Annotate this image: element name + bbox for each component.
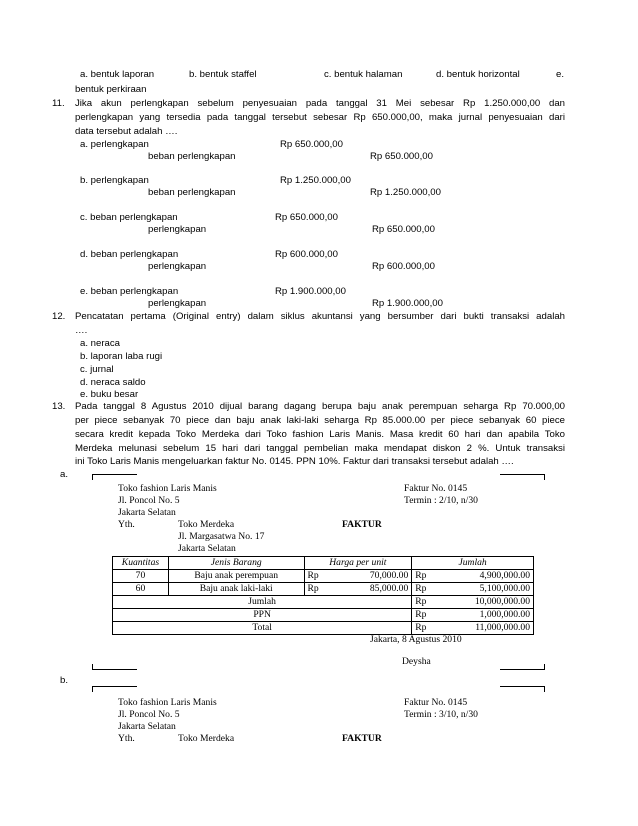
q11-option-a-credit: beban perlengkapan <box>148 151 236 162</box>
q10-option-b: b. bentuk staffel <box>189 69 257 80</box>
q10-option-c: c. bentuk halaman <box>324 69 403 80</box>
faktur-title: FAKTUR <box>342 733 382 744</box>
q10-option-e-text: bentuk perkiraan <box>75 84 147 95</box>
price-value: 85,000.00 <box>369 583 409 594</box>
corner-mark <box>92 474 93 480</box>
invoice-table <box>112 556 534 635</box>
currency-label: Rp <box>415 596 427 607</box>
corner-mark <box>544 686 545 692</box>
q11-option-b-debit-amount: Rp 1.250.000,00 <box>280 175 351 186</box>
yth-label: Yth. <box>118 519 135 530</box>
q11-option-e-credit: perlengkapan <box>148 298 207 309</box>
q13-number: 13. <box>52 401 66 412</box>
corner-mark <box>92 474 137 475</box>
q11-option-c-credit-amount: Rp 650.000,00 <box>372 224 435 235</box>
corner-mark <box>92 686 93 692</box>
q12-option-d: d. neraca saldo <box>80 377 146 388</box>
q12-option-b: b. laporan laba rugi <box>80 351 163 362</box>
seller-name: Toko fashion Laris Manis <box>118 483 217 494</box>
q11-option-d-debit: d. beban perlengkapan <box>80 249 179 260</box>
q13-text-line: per piece sebanyak 70 piece dan baju anak laki-laki seharga Rp 85.000.00 per piece sebanyak 60 piece <box>75 415 565 426</box>
seller-name: Toko fashion Laris Manis <box>118 697 217 708</box>
q11-option-a-credit-amount: Rp 650.000,00 <box>370 151 433 162</box>
payment-terms: Termin : 2/10, n/30 <box>404 495 478 506</box>
corner-mark <box>92 686 137 687</box>
q11-number: 11. <box>52 98 65 109</box>
q11-option-c-debit: c. beban perlengkapan <box>80 212 178 223</box>
q11-option-c-debit-amount: Rp 650.000,00 <box>275 212 338 223</box>
table-header-row <box>113 557 534 570</box>
q11-option-b-debit: b. perlengkapan <box>80 175 149 186</box>
cell-quantity: 60 <box>113 583 169 596</box>
seller-address: Jl. Poncol No. 5 <box>118 495 180 506</box>
cell-unit-price <box>304 570 412 583</box>
cell-amount <box>412 570 534 583</box>
summary-row <box>113 609 534 622</box>
q11-text-line: data tersebut adalah …. <box>75 126 178 137</box>
q13-text-line: secara kredit kepada Toko Merdeka dari Toko fashion Laris Manis. Masa kredit 60 hari dan apabila Toko <box>75 429 565 440</box>
currency-label: Rp <box>307 570 319 581</box>
signer-name: Deysha <box>402 656 431 667</box>
q11-option-d-credit-amount: Rp 600.000,00 <box>372 261 435 272</box>
q11-option-e-credit-amount: Rp 1.900.000,00 <box>372 298 443 309</box>
q10-option-a: a. bentuk laporan <box>80 69 155 80</box>
buyer-name: Toko Merdeka <box>178 519 235 530</box>
q11-option-d-credit: perlengkapan <box>148 261 207 272</box>
q12-text-line: …. <box>75 325 88 336</box>
summary-row <box>113 596 534 609</box>
q13-text-line: ini Toko Laris Manis mengeluarkan faktur No. 0145. PPN 10%. Faktur dari transaksi tersebut adalah …. <box>75 456 514 467</box>
faktur-title: FAKTUR <box>342 519 382 530</box>
summary-amount <box>412 596 534 609</box>
amount-value: 5,100,000.00 <box>479 583 530 594</box>
q12-option-e: e. buku besar <box>80 389 139 400</box>
cell-item: Baju anak perempuan <box>168 570 304 583</box>
summary-value: 1,000,000.00 <box>479 609 530 620</box>
q11-text-line: perlengkapan yang tersedia pada tanggal tersebut sebesar Rp 650.000,00, maka jurnal penyesuaian dari <box>75 112 565 123</box>
q11-option-e-debit: e. beban perlengkapan <box>80 286 179 297</box>
buyer-name: Toko Merdeka <box>178 733 235 744</box>
currency-label: Rp <box>415 609 427 620</box>
q11-option-b-credit: beban perlengkapan <box>148 187 236 198</box>
q11-option-d-debit-amount: Rp 600.000,00 <box>275 249 338 260</box>
q11-option-a-debit-amount: Rp 650.000,00 <box>280 139 343 150</box>
q11-option-b-credit-amount: Rp 1.250.000,00 <box>370 187 441 198</box>
currency-label: Rp <box>415 570 427 581</box>
yth-label: Yth. <box>118 733 135 744</box>
summary-row <box>113 622 534 635</box>
buyer-address: Jl. Margasatwa No. 17 <box>178 531 265 542</box>
column-header-amount: Jumlah <box>412 557 534 570</box>
q11-option-c-credit: perlengkapan <box>148 224 207 235</box>
summary-amount <box>412 622 534 635</box>
cell-item: Baju anak laki-laki <box>168 583 304 596</box>
summary-amount <box>412 609 534 622</box>
cell-unit-price <box>304 583 412 596</box>
q10-option-d: d. bentuk horizontal <box>436 69 520 80</box>
q13-text-line: Merdeka melunasi sebelum 15 hari dari tanggal pembelian maka mendapat diskon 2 %. Untuk transaksi <box>75 443 565 454</box>
summary-label: Jumlah <box>113 596 412 609</box>
seller-city: Jakarta Selatan <box>118 721 176 732</box>
q11-option-e-debit-amount: Rp 1.900.000,00 <box>275 286 346 297</box>
q13-text-line: Pada tanggal 8 Agustus 2010 dijual barang dagang berupa baju anak perempuan seharga Rp 70.000,00 <box>75 401 565 412</box>
q12-text-line: Pencatatan pertama (Original entry) dalam siklus akuntansi yang bersumber dari bukti transaksi adalah <box>75 311 565 322</box>
corner-mark <box>544 474 545 480</box>
summary-value: 11,000,000.00 <box>475 622 530 633</box>
cell-quantity: 70 <box>113 570 169 583</box>
table-row <box>113 583 534 596</box>
corner-mark <box>500 474 545 475</box>
q11-option-a-debit: a. perlengkapan <box>80 139 149 150</box>
currency-label: Rp <box>307 583 319 594</box>
amount-value: 4,900,000.00 <box>479 570 530 581</box>
seller-address: Jl. Poncol No. 5 <box>118 709 180 720</box>
column-header-unit-price: Harga per unit <box>304 557 412 570</box>
corner-mark <box>92 669 137 670</box>
q10-option-e-label: e. <box>556 69 565 80</box>
column-header-item: Jenis Barang <box>168 557 304 570</box>
invoice-b-label: b. <box>60 675 69 686</box>
q12-option-a: a. neraca <box>80 338 121 349</box>
q12-option-c: c. jurnal <box>80 364 114 375</box>
q12-number: 12. <box>52 311 66 322</box>
place-date: Jakarta, 8 Agustus 2010 <box>370 634 462 645</box>
seller-city: Jakarta Selatan <box>118 507 176 518</box>
currency-label: Rp <box>415 622 427 633</box>
buyer-city: Jakarta Selatan <box>178 543 236 554</box>
faktur-number: Faktur No. 0145 <box>404 483 468 494</box>
cell-amount <box>412 583 534 596</box>
price-value: 70,000.00 <box>369 570 409 581</box>
column-header-quantity: Kuantitas <box>113 557 169 570</box>
summary-label: Total <box>113 622 412 635</box>
q11-text-line: Jika akun perlengkapan sebelum penyesuaian pada tanggal 31 Mei sebesar Rp 1.250.000,00 dan <box>75 98 565 109</box>
invoice-a-label: a. <box>60 469 69 480</box>
corner-mark <box>500 686 545 687</box>
payment-terms: Termin : 3/10, n/30 <box>404 709 478 720</box>
summary-label: PPN <box>113 609 412 622</box>
summary-value: 10,000,000.00 <box>474 596 530 607</box>
corner-mark <box>500 669 545 670</box>
currency-label: Rp <box>415 583 427 594</box>
faktur-number: Faktur No. 0145 <box>404 697 468 708</box>
table-row <box>113 570 534 583</box>
